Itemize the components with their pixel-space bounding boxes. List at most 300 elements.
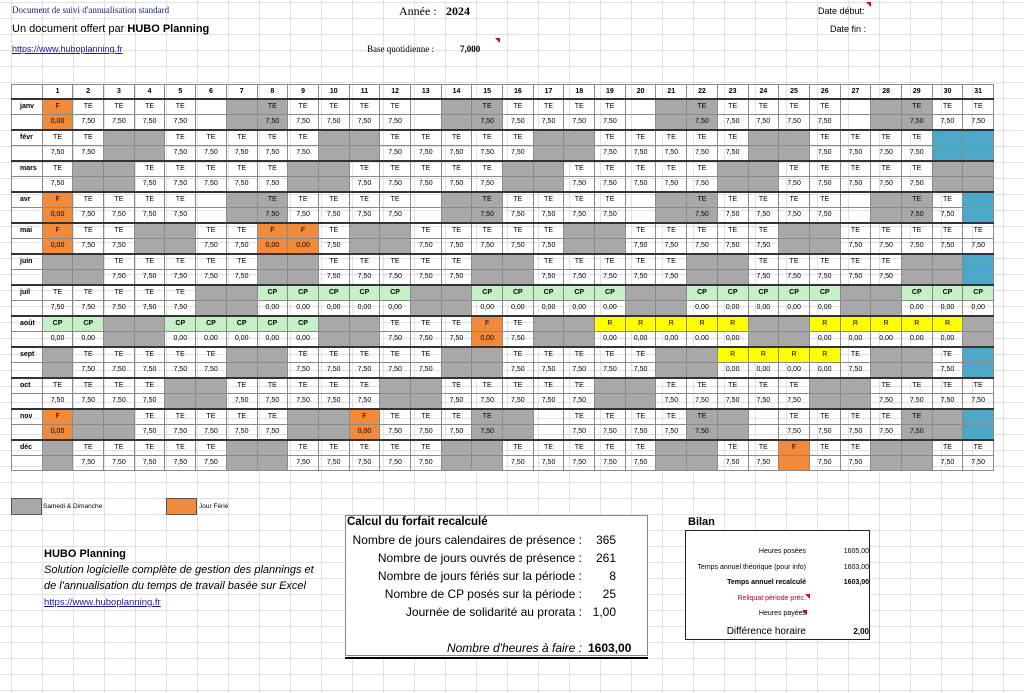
day-hours-cell[interactable]: 7,50 xyxy=(533,362,564,378)
day-hours-cell[interactable]: 7,50 xyxy=(410,424,441,440)
day-hours-cell[interactable] xyxy=(901,269,932,285)
day-hours-cell[interactable]: 7,50 xyxy=(380,145,411,161)
day-hours-cell[interactable]: 7,50 xyxy=(196,424,227,440)
day-hours-cell[interactable]: 7,50 xyxy=(318,269,349,285)
day-code-cell[interactable] xyxy=(717,161,748,177)
day-hours-cell[interactable]: 7,50 xyxy=(503,238,534,254)
day-code-cell[interactable]: TE xyxy=(441,223,472,239)
day-code-cell[interactable]: F xyxy=(349,409,380,425)
day-code-cell[interactable] xyxy=(472,347,503,363)
day-code-cell[interactable]: TE xyxy=(410,130,441,146)
day-code-cell[interactable]: TE xyxy=(963,378,994,394)
day-code-cell[interactable]: TE xyxy=(288,347,319,363)
day-code-cell[interactable]: R xyxy=(871,316,902,332)
day-code-cell[interactable]: TE xyxy=(625,440,656,456)
day-hours-cell[interactable] xyxy=(410,393,441,409)
day-hours-cell[interactable]: 7,50 xyxy=(564,114,595,130)
day-code-cell[interactable]: TE xyxy=(134,285,165,301)
day-code-cell[interactable]: TE xyxy=(380,440,411,456)
day-code-cell[interactable]: TE xyxy=(472,130,503,146)
day-code-cell[interactable]: TE xyxy=(717,192,748,208)
day-hours-cell[interactable] xyxy=(73,269,104,285)
day-code-cell[interactable]: TE xyxy=(288,378,319,394)
day-hours-cell[interactable]: 7,50 xyxy=(595,362,626,378)
day-hours-cell[interactable]: 7,50 xyxy=(717,393,748,409)
day-hours-cell[interactable]: 7,50 xyxy=(840,424,871,440)
day-code-cell[interactable] xyxy=(717,409,748,425)
day-hours-cell[interactable]: 0,00 xyxy=(809,300,840,316)
day-hours-cell[interactable] xyxy=(748,331,779,347)
day-code-cell[interactable]: TE xyxy=(104,440,135,456)
day-code-cell[interactable]: F xyxy=(257,223,288,239)
day-code-cell[interactable] xyxy=(779,130,810,146)
day-code-cell[interactable] xyxy=(840,99,871,115)
day-hours-cell[interactable]: 7,50 xyxy=(349,176,380,192)
day-code-cell[interactable] xyxy=(871,99,902,115)
day-code-cell[interactable]: TE xyxy=(717,223,748,239)
base-value[interactable]: 7,000 xyxy=(460,44,481,54)
day-code-cell[interactable]: R xyxy=(748,347,779,363)
day-hours-cell[interactable]: 7,50 xyxy=(932,238,963,254)
day-code-cell[interactable] xyxy=(441,192,472,208)
day-code-cell[interactable]: TE xyxy=(901,378,932,394)
day-code-cell[interactable]: R xyxy=(932,316,963,332)
day-code-cell[interactable] xyxy=(809,223,840,239)
day-code-cell[interactable] xyxy=(687,347,718,363)
day-hours-cell[interactable]: 0,00 xyxy=(42,114,73,130)
day-code-cell[interactable] xyxy=(748,316,779,332)
day-hours-cell[interactable]: 0,00 xyxy=(932,331,963,347)
comment-marker[interactable] xyxy=(495,38,500,43)
day-hours-cell[interactable]: 0,00 xyxy=(687,331,718,347)
day-code-cell[interactable] xyxy=(625,285,656,301)
day-code-cell[interactable]: TE xyxy=(73,440,104,456)
day-code-cell[interactable]: TE xyxy=(656,223,687,239)
day-code-cell[interactable]: TE xyxy=(901,192,932,208)
promo-link[interactable]: https://www.huboplanning.fr xyxy=(44,597,161,608)
day-code-cell[interactable]: TE xyxy=(503,440,534,456)
day-hours-cell[interactable]: 7,50 xyxy=(42,300,73,316)
day-hours-cell[interactable] xyxy=(779,238,810,254)
day-code-cell[interactable] xyxy=(871,440,902,456)
day-hours-cell[interactable]: 7,50 xyxy=(717,455,748,471)
day-code-cell[interactable] xyxy=(503,254,534,270)
day-code-cell[interactable] xyxy=(196,192,227,208)
day-code-cell[interactable]: TE xyxy=(503,316,534,332)
day-hours-cell[interactable] xyxy=(257,362,288,378)
day-hours-cell[interactable]: 7,50 xyxy=(687,238,718,254)
day-code-cell[interactable] xyxy=(196,378,227,394)
day-code-cell[interactable]: TE xyxy=(472,223,503,239)
day-hours-cell[interactable]: 7,50 xyxy=(625,176,656,192)
day-hours-cell[interactable]: 7,50 xyxy=(533,238,564,254)
day-hours-cell[interactable]: 7,50 xyxy=(42,176,73,192)
day-code-cell[interactable]: TE xyxy=(42,378,73,394)
day-hours-cell[interactable] xyxy=(932,176,963,192)
day-hours-cell[interactable]: 7,50 xyxy=(533,114,564,130)
day-code-cell[interactable]: TE xyxy=(73,130,104,146)
day-code-cell[interactable] xyxy=(687,440,718,456)
day-hours-cell[interactable] xyxy=(472,269,503,285)
day-code-cell[interactable]: TE xyxy=(748,223,779,239)
day-code-cell[interactable]: TE xyxy=(257,99,288,115)
day-hours-cell[interactable] xyxy=(380,238,411,254)
day-hours-cell[interactable]: 7,50 xyxy=(687,393,718,409)
day-hours-cell[interactable]: 7,50 xyxy=(901,393,932,409)
day-hours-cell[interactable]: 7,50 xyxy=(595,269,626,285)
day-hours-cell[interactable] xyxy=(963,145,994,161)
day-code-cell[interactable]: TE xyxy=(625,347,656,363)
day-code-cell[interactable]: CP xyxy=(533,285,564,301)
day-code-cell[interactable]: TE xyxy=(134,378,165,394)
day-code-cell[interactable] xyxy=(318,130,349,146)
day-hours-cell[interactable]: 7,50 xyxy=(318,393,349,409)
comment-marker[interactable] xyxy=(805,594,810,599)
day-hours-cell[interactable]: 7,50 xyxy=(42,145,73,161)
day-hours-cell[interactable]: 0,00 xyxy=(901,300,932,316)
day-code-cell[interactable]: TE xyxy=(871,161,902,177)
day-code-cell[interactable]: TE xyxy=(410,223,441,239)
day-hours-cell[interactable]: 7,50 xyxy=(840,145,871,161)
day-hours-cell[interactable]: 7,50 xyxy=(932,393,963,409)
day-hours-cell[interactable] xyxy=(410,114,441,130)
day-hours-cell[interactable]: 7,50 xyxy=(318,238,349,254)
day-code-cell[interactable] xyxy=(349,316,380,332)
day-hours-cell[interactable] xyxy=(134,238,165,254)
day-code-cell[interactable] xyxy=(349,130,380,146)
day-hours-cell[interactable]: 7,50 xyxy=(134,455,165,471)
day-hours-cell[interactable]: 7,50 xyxy=(748,114,779,130)
day-hours-cell[interactable]: 7,50 xyxy=(349,362,380,378)
day-code-cell[interactable] xyxy=(901,254,932,270)
day-hours-cell[interactable]: 7,50 xyxy=(380,331,411,347)
day-code-cell[interactable] xyxy=(226,99,257,115)
day-hours-cell[interactable]: 7,50 xyxy=(410,145,441,161)
day-hours-cell[interactable]: 7,50 xyxy=(380,424,411,440)
day-code-cell[interactable] xyxy=(42,440,73,456)
day-code-cell[interactable]: TE xyxy=(717,440,748,456)
day-hours-cell[interactable]: 7,50 xyxy=(349,207,380,223)
day-code-cell[interactable] xyxy=(963,161,994,177)
day-hours-cell[interactable]: 7,50 xyxy=(963,393,994,409)
day-hours-cell[interactable]: 0,00 xyxy=(288,331,319,347)
day-hours-cell[interactable] xyxy=(503,424,534,440)
day-code-cell[interactable] xyxy=(288,254,319,270)
day-hours-cell[interactable]: 7,50 xyxy=(380,362,411,378)
day-hours-cell[interactable]: 7,50 xyxy=(809,269,840,285)
day-code-cell[interactable] xyxy=(625,99,656,115)
day-code-cell[interactable]: CP xyxy=(472,285,503,301)
day-code-cell[interactable]: CP xyxy=(779,285,810,301)
day-hours-cell[interactable] xyxy=(748,424,779,440)
day-code-cell[interactable]: TE xyxy=(104,285,135,301)
comment-marker[interactable] xyxy=(802,610,807,615)
day-code-cell[interactable]: CP xyxy=(349,285,380,301)
day-hours-cell[interactable]: 7,50 xyxy=(840,176,871,192)
day-code-cell[interactable]: TE xyxy=(901,130,932,146)
day-code-cell[interactable]: TE xyxy=(165,192,196,208)
day-code-cell[interactable]: TE xyxy=(380,99,411,115)
day-hours-cell[interactable] xyxy=(73,424,104,440)
day-code-cell[interactable]: CP xyxy=(318,285,349,301)
day-hours-cell[interactable] xyxy=(595,238,626,254)
day-code-cell[interactable]: TE xyxy=(656,409,687,425)
day-hours-cell[interactable]: 7,50 xyxy=(748,269,779,285)
day-hours-cell[interactable]: 7,50 xyxy=(380,114,411,130)
day-hours-cell[interactable]: 7,50 xyxy=(564,424,595,440)
day-code-cell[interactable]: TE xyxy=(717,378,748,394)
day-code-cell[interactable]: TE xyxy=(441,378,472,394)
day-hours-cell[interactable] xyxy=(901,362,932,378)
day-hours-cell[interactable]: 0,00 xyxy=(349,300,380,316)
day-code-cell[interactable]: TE xyxy=(932,223,963,239)
day-code-cell[interactable]: TE xyxy=(165,409,196,425)
day-hours-cell[interactable]: 0,00 xyxy=(717,331,748,347)
day-hours-cell[interactable]: 7,50 xyxy=(134,114,165,130)
day-code-cell[interactable]: TE xyxy=(349,161,380,177)
day-code-cell[interactable]: TE xyxy=(349,192,380,208)
day-code-cell[interactable]: TE xyxy=(226,254,257,270)
day-code-cell[interactable]: F xyxy=(42,192,73,208)
day-hours-cell[interactable]: 7,50 xyxy=(871,269,902,285)
day-hours-cell[interactable] xyxy=(717,424,748,440)
day-hours-cell[interactable]: 7,50 xyxy=(134,393,165,409)
day-hours-cell[interactable]: 7,50 xyxy=(963,238,994,254)
day-code-cell[interactable]: TE xyxy=(717,99,748,115)
day-hours-cell[interactable]: 7,50 xyxy=(871,393,902,409)
day-code-cell[interactable]: TE xyxy=(533,99,564,115)
day-code-cell[interactable]: TE xyxy=(779,161,810,177)
day-hours-cell[interactable]: 7,50 xyxy=(318,455,349,471)
day-code-cell[interactable]: TE xyxy=(656,254,687,270)
day-code-cell[interactable]: CP xyxy=(288,285,319,301)
day-code-cell[interactable]: TE xyxy=(165,99,196,115)
day-hours-cell[interactable] xyxy=(441,207,472,223)
day-code-cell[interactable]: TE xyxy=(871,254,902,270)
day-hours-cell[interactable]: 7,50 xyxy=(871,424,902,440)
day-hours-cell[interactable]: 7,50 xyxy=(380,207,411,223)
day-hours-cell[interactable]: 7,50 xyxy=(257,114,288,130)
day-hours-cell[interactable] xyxy=(288,176,319,192)
day-hours-cell[interactable]: 0,00 xyxy=(595,300,626,316)
day-code-cell[interactable] xyxy=(963,347,994,363)
day-hours-cell[interactable]: 7,50 xyxy=(226,238,257,254)
day-hours-cell[interactable]: 7,50 xyxy=(564,207,595,223)
day-hours-cell[interactable] xyxy=(226,362,257,378)
day-code-cell[interactable]: TE xyxy=(318,192,349,208)
day-hours-cell[interactable]: 0,00 xyxy=(472,331,503,347)
day-hours-cell[interactable] xyxy=(318,176,349,192)
day-hours-cell[interactable] xyxy=(963,269,994,285)
day-hours-cell[interactable]: 7,50 xyxy=(779,393,810,409)
day-code-cell[interactable]: TE xyxy=(318,99,349,115)
day-code-cell[interactable] xyxy=(963,192,994,208)
day-code-cell[interactable]: TE xyxy=(134,99,165,115)
day-code-cell[interactable]: TE xyxy=(748,440,779,456)
day-hours-cell[interactable] xyxy=(809,393,840,409)
day-code-cell[interactable]: TE xyxy=(687,192,718,208)
day-code-cell[interactable]: TE xyxy=(196,130,227,146)
day-hours-cell[interactable]: 0,00 xyxy=(809,362,840,378)
day-code-cell[interactable] xyxy=(932,130,963,146)
day-code-cell[interactable] xyxy=(410,378,441,394)
day-hours-cell[interactable] xyxy=(441,114,472,130)
day-hours-cell[interactable]: 7,50 xyxy=(625,269,656,285)
day-code-cell[interactable]: TE xyxy=(595,440,626,456)
day-hours-cell[interactable] xyxy=(625,207,656,223)
day-code-cell[interactable] xyxy=(226,285,257,301)
day-code-cell[interactable]: TE xyxy=(932,440,963,456)
day-code-cell[interactable] xyxy=(134,316,165,332)
day-code-cell[interactable]: TE xyxy=(472,378,503,394)
day-code-cell[interactable]: TE xyxy=(932,378,963,394)
day-hours-cell[interactable]: 7,50 xyxy=(318,362,349,378)
day-hours-cell[interactable]: 7,50 xyxy=(932,455,963,471)
day-hours-cell[interactable]: 0,00 xyxy=(564,300,595,316)
day-code-cell[interactable] xyxy=(288,161,319,177)
day-code-cell[interactable]: TE xyxy=(73,99,104,115)
day-hours-cell[interactable] xyxy=(196,207,227,223)
day-code-cell[interactable] xyxy=(472,254,503,270)
day-code-cell[interactable]: TE xyxy=(871,130,902,146)
day-code-cell[interactable] xyxy=(595,378,626,394)
day-code-cell[interactable] xyxy=(901,440,932,456)
day-code-cell[interactable]: R xyxy=(595,316,626,332)
day-hours-cell[interactable] xyxy=(410,207,441,223)
day-hours-cell[interactable] xyxy=(441,300,472,316)
day-code-cell[interactable] xyxy=(226,192,257,208)
day-hours-cell[interactable]: 7,50 xyxy=(564,362,595,378)
day-hours-cell[interactable]: 7,50 xyxy=(809,114,840,130)
day-code-cell[interactable]: F xyxy=(288,223,319,239)
day-code-cell[interactable]: TE xyxy=(349,254,380,270)
day-hours-cell[interactable] xyxy=(104,176,135,192)
day-hours-cell[interactable] xyxy=(42,269,73,285)
day-code-cell[interactable]: TE xyxy=(380,409,411,425)
day-hours-cell[interactable]: 0,00 xyxy=(196,331,227,347)
day-hours-cell[interactable] xyxy=(349,238,380,254)
day-hours-cell[interactable]: 7,50 xyxy=(779,269,810,285)
day-hours-cell[interactable] xyxy=(901,455,932,471)
day-code-cell[interactable]: TE xyxy=(104,223,135,239)
day-code-cell[interactable]: TE xyxy=(687,223,718,239)
day-code-cell[interactable]: CP xyxy=(73,316,104,332)
day-hours-cell[interactable]: 0,00 xyxy=(318,300,349,316)
day-code-cell[interactable]: TE xyxy=(441,130,472,146)
day-hours-cell[interactable]: 7,50 xyxy=(625,145,656,161)
day-hours-cell[interactable]: 7,50 xyxy=(779,424,810,440)
day-hours-cell[interactable]: 7,50 xyxy=(932,362,963,378)
day-code-cell[interactable]: TE xyxy=(134,192,165,208)
day-code-cell[interactable]: TE xyxy=(748,192,779,208)
day-code-cell[interactable]: TE xyxy=(257,192,288,208)
day-code-cell[interactable]: TE xyxy=(472,99,503,115)
day-code-cell[interactable]: TE xyxy=(656,161,687,177)
day-hours-cell[interactable] xyxy=(687,455,718,471)
day-hours-cell[interactable]: 0,00 xyxy=(73,331,104,347)
day-code-cell[interactable] xyxy=(257,440,288,456)
day-hours-cell[interactable] xyxy=(748,145,779,161)
day-code-cell[interactable] xyxy=(73,254,104,270)
day-code-cell[interactable]: TE xyxy=(963,440,994,456)
day-code-cell[interactable]: TE xyxy=(564,254,595,270)
day-hours-cell[interactable]: 0,00 xyxy=(349,424,380,440)
day-code-cell[interactable]: TE xyxy=(410,254,441,270)
day-code-cell[interactable]: TE xyxy=(134,347,165,363)
day-hours-cell[interactable] xyxy=(410,300,441,316)
day-hours-cell[interactable]: 7,50 xyxy=(257,424,288,440)
day-code-cell[interactable]: TE xyxy=(134,409,165,425)
day-hours-cell[interactable]: 7,50 xyxy=(226,145,257,161)
day-hours-cell[interactable]: 7,50 xyxy=(472,114,503,130)
day-hours-cell[interactable] xyxy=(196,393,227,409)
day-code-cell[interactable]: TE xyxy=(380,192,411,208)
day-hours-cell[interactable]: 7,50 xyxy=(472,145,503,161)
day-hours-cell[interactable] xyxy=(656,455,687,471)
day-code-cell[interactable]: TE xyxy=(196,161,227,177)
day-code-cell[interactable] xyxy=(318,409,349,425)
day-code-cell[interactable] xyxy=(196,99,227,115)
day-hours-cell[interactable]: 7,50 xyxy=(871,176,902,192)
day-code-cell[interactable] xyxy=(134,130,165,146)
day-code-cell[interactable]: TE xyxy=(901,223,932,239)
day-code-cell[interactable]: TE xyxy=(564,99,595,115)
day-code-cell[interactable] xyxy=(380,223,411,239)
day-code-cell[interactable] xyxy=(257,254,288,270)
day-code-cell[interactable]: TE xyxy=(595,254,626,270)
day-hours-cell[interactable] xyxy=(625,114,656,130)
day-code-cell[interactable]: TE xyxy=(73,285,104,301)
day-code-cell[interactable]: CP xyxy=(963,285,994,301)
day-hours-cell[interactable]: 7,50 xyxy=(656,238,687,254)
day-hours-cell[interactable]: 7,50 xyxy=(840,269,871,285)
day-hours-cell[interactable]: 7,50 xyxy=(595,207,626,223)
day-code-cell[interactable] xyxy=(318,161,349,177)
day-hours-cell[interactable]: 7,50 xyxy=(288,207,319,223)
day-hours-cell[interactable]: 7,50 xyxy=(625,455,656,471)
day-hours-cell[interactable] xyxy=(840,300,871,316)
day-hours-cell[interactable] xyxy=(104,331,135,347)
day-hours-cell[interactable] xyxy=(472,362,503,378)
day-hours-cell[interactable]: 7,50 xyxy=(656,424,687,440)
day-hours-cell[interactable]: 7,50 xyxy=(134,424,165,440)
day-hours-cell[interactable] xyxy=(134,331,165,347)
day-code-cell[interactable]: TE xyxy=(656,130,687,146)
day-code-cell[interactable]: TE xyxy=(840,254,871,270)
day-code-cell[interactable]: TE xyxy=(533,378,564,394)
day-hours-cell[interactable] xyxy=(963,331,994,347)
day-hours-cell[interactable]: 7,50 xyxy=(104,114,135,130)
day-code-cell[interactable]: TE xyxy=(257,378,288,394)
day-hours-cell[interactable]: 7,50 xyxy=(809,176,840,192)
day-code-cell[interactable]: TE xyxy=(472,161,503,177)
day-hours-cell[interactable]: 7,50 xyxy=(809,455,840,471)
day-hours-cell[interactable]: 7,50 xyxy=(441,331,472,347)
day-hours-cell[interactable]: 7,50 xyxy=(503,207,534,223)
day-code-cell[interactable] xyxy=(779,316,810,332)
day-code-cell[interactable]: TE xyxy=(165,254,196,270)
day-code-cell[interactable]: TE xyxy=(165,161,196,177)
day-hours-cell[interactable] xyxy=(871,207,902,223)
day-hours-cell[interactable]: 7,50 xyxy=(779,207,810,223)
day-hours-cell[interactable]: 7,50 xyxy=(441,145,472,161)
day-hours-cell[interactable] xyxy=(441,455,472,471)
day-hours-cell[interactable] xyxy=(963,424,994,440)
day-hours-cell[interactable]: 7,50 xyxy=(840,362,871,378)
day-code-cell[interactable]: R xyxy=(809,316,840,332)
day-hours-cell[interactable]: 7,50 xyxy=(410,269,441,285)
day-hours-cell[interactable]: 7,50 xyxy=(134,362,165,378)
